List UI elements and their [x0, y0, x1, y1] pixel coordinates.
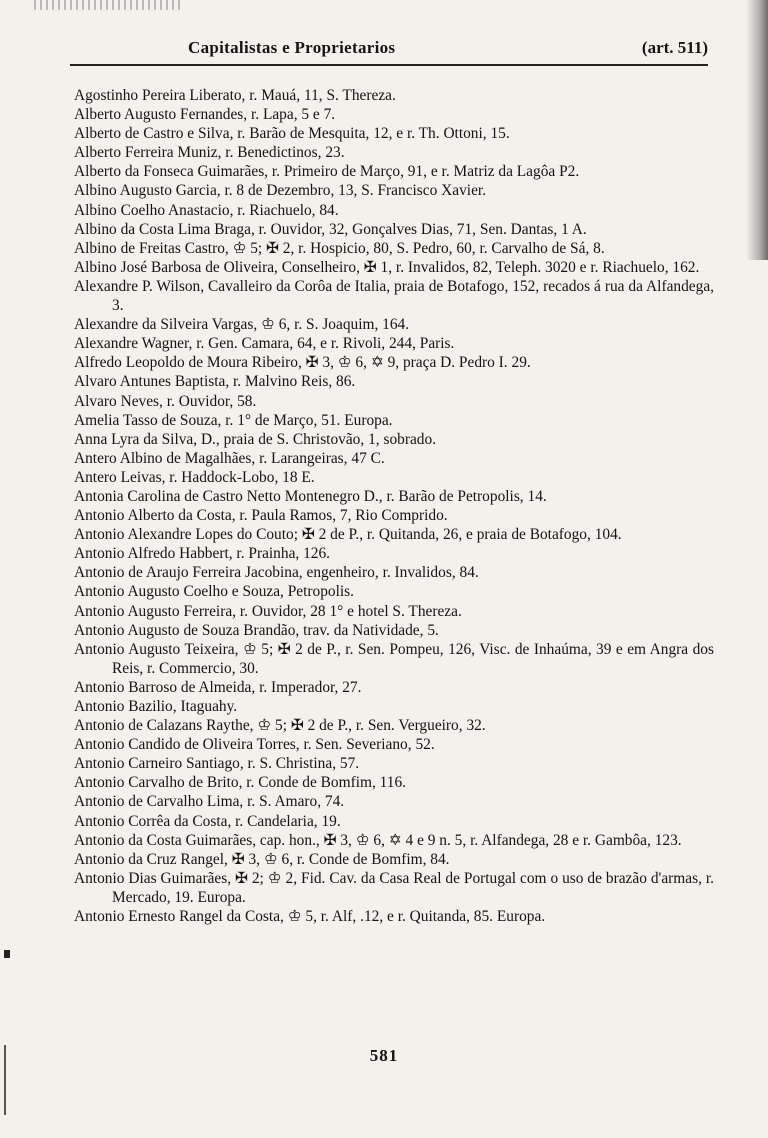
scan-spine-mark — [4, 1045, 6, 1115]
list-item: Alberto Ferreira Muniz, r. Benedictinos, 23. — [74, 144, 345, 162]
list-item: Alexandre Wagner, r. Gen. Camara, 64, e r. Rivoli, 244, Paris. — [74, 335, 455, 353]
list-item: Antero Leivas, r. Haddock-Lobo, 18 E. — [74, 468, 315, 486]
list-item: Antonio Candido de Oliveira Torres, r. Sen. Severiano, 52. — [74, 736, 435, 754]
list-item: Antonio Ernesto Rangel da Costa, ♔ 5, r. Alf, .12, e r. Quitanda, 85. Europa. — [74, 908, 546, 926]
list-item: Amelia Tasso de Souza, r. 1° de Março, 51. Europa. — [74, 411, 393, 429]
list-item: Antonia Carolina de Castro Netto Montenegro D., r. Barão de Petropolis, 14. — [74, 487, 547, 505]
scan-edge-shadow — [746, 0, 768, 260]
page-header — [70, 38, 708, 62]
list-item: Antonio Carneiro Santiago, r. S. Christina, 57. — [74, 755, 360, 773]
entry-list — [74, 86, 714, 926]
list-item: Antonio da Costa Guimarães, cap. hon., ✠ 3, ♔ 6, ✡ 4 e 9 n. 5, r. Alfandega, 28 e r. Gambôa, 123. — [74, 831, 682, 849]
list-item: Albino de Freitas Castro, ♔ 5; ✠ 2, r. Hospicio, 80, S. Pedro, 60, r. Carvalho de Sá, 8. — [74, 239, 605, 257]
list-item: Antonio Barroso de Almeida, r. Imperador, 27. — [74, 678, 362, 696]
list-item: Agostinho Pereira Liberato, r. Mauá, 11, S. Thereza. — [74, 87, 396, 104]
list-item: Antonio de Calazans Raythe, ♔ 5; ✠ 2 de P., r. Sen. Vergueiro, 32. — [74, 717, 486, 735]
list-item: Antonio Carvalho de Brito, r. Conde de Bomfim, 116. — [74, 774, 407, 792]
list-item: Antonio Augusto de Souza Brandão, trav. da Natividade, 5. — [74, 621, 439, 639]
list-item: Albino José Barbosa de Oliveira, Conselheiro, ✠ 1, r. Invalidos, 82, Teleph. 3020 e r. Riachuelo, 162. — [74, 258, 700, 276]
list-item: Albino Augusto Garcia, r. 8 de Dezembro, 13, S. Francisco Xavier. — [74, 182, 487, 200]
list-item: Antonio Corrêa da Costa, r. Candelaria, 19. — [74, 812, 341, 830]
list-item: Alberto Augusto Fernandes, r. Lapa, 5 e 7. — [74, 106, 336, 124]
scan-noise — [34, 0, 184, 10]
list-item: Antonio Augusto Coelho e Souza, Petropolis. — [74, 583, 355, 601]
list-item: Antonio Augusto Teixeira, ♔ 5; ✠ 2 de P., r. Sen. Pompeu, 126, Visc. de Inhaúma, 39 e em Angra dos Reis, r. Commercio, 30. — [74, 640, 714, 677]
list-item: Albino Coelho Anastacio, r. Riachuelo, 84. — [74, 201, 339, 219]
list-item: Alvaro Antunes Baptista, r. Malvino Reis, 86. — [74, 373, 356, 391]
list-item: Albino da Costa Lima Braga, r. Ouvidor, 32, Gonçalves Dias, 71, Sen. Dantas, 1 A. — [74, 220, 587, 238]
list-item: Antonio Bazilio, Itaguahy. — [74, 698, 238, 715]
list-item: Antero Albino de Magalhães, r. Larangeiras, 47 C. — [74, 449, 385, 467]
list-item: Alexandre da Silveira Vargas, ♔ 6, r. S. Joaquim, 164. — [74, 316, 410, 334]
header-rule — [70, 64, 708, 66]
list-item: Antonio da Cruz Rangel, ✠ 3, ♔ 6, r. Conde de Bomfim, 84. — [74, 850, 450, 868]
list-item: Alfredo Leopoldo de Moura Ribeiro, ✠ 3, ♔ 6, ✡ 9, praça D. Pedro I. 29. — [74, 354, 531, 372]
page-number: 581 — [369, 1046, 399, 1065]
list-item: Antonio Alexandre Lopes do Couto; ✠ 2 de P., r. Quitanda, 26, e praia de Botafogo, 104. — [74, 526, 622, 544]
list-item: Alberto da Fonseca Guimarães, r. Primeiro de Março, 91, e r. Matriz da Lagôa P2. — [74, 163, 580, 181]
list-item: Alexandre P. Wilson, Cavalleiro da Corôa de Italia, praia de Botafogo, 152, recados á rua da Alfandega, 3. — [74, 277, 714, 315]
list-item: Antonio Dias Guimarães, ✠ 2; ♔ 2, Fid. Cav. da Casa Real de Portugal com o uso de brazão d'armas, r. Mercado, 19. Europa. — [74, 869, 714, 906]
list-item: Anna Lyra da Silva, D., praia de S. Christovão, 1, sobrado. — [74, 430, 437, 448]
scan-speck — [4, 950, 10, 958]
article-number: (art. 511) — [641, 38, 708, 57]
list-item: Antonio Alberto da Costa, r. Paula Ramos, 7, Rio Comprido. — [74, 507, 448, 525]
list-item: Antonio Alfredo Habbert, r. Prainha, 126. — [74, 545, 331, 563]
list-item: Antonio de Araujo Ferreira Jacobina, engenheiro, r. Invalidos, 84. — [74, 564, 479, 582]
list-item: Antonio Augusto Ferreira, r. Ouvidor, 28 1° e hotel S. Thereza. — [74, 602, 462, 620]
list-item: Antonio de Carvalho Lima, r. S. Amaro, 74. — [74, 793, 345, 811]
page-title: Capitalistas e Proprietarios — [188, 38, 396, 57]
list-item: Alberto de Castro e Silva, r. Barão de Mesquita, 12, e r. Th. Ottoni, 15. — [74, 125, 510, 143]
list-item: Alvaro Neves, r. Ouvidor, 58. — [74, 392, 257, 410]
